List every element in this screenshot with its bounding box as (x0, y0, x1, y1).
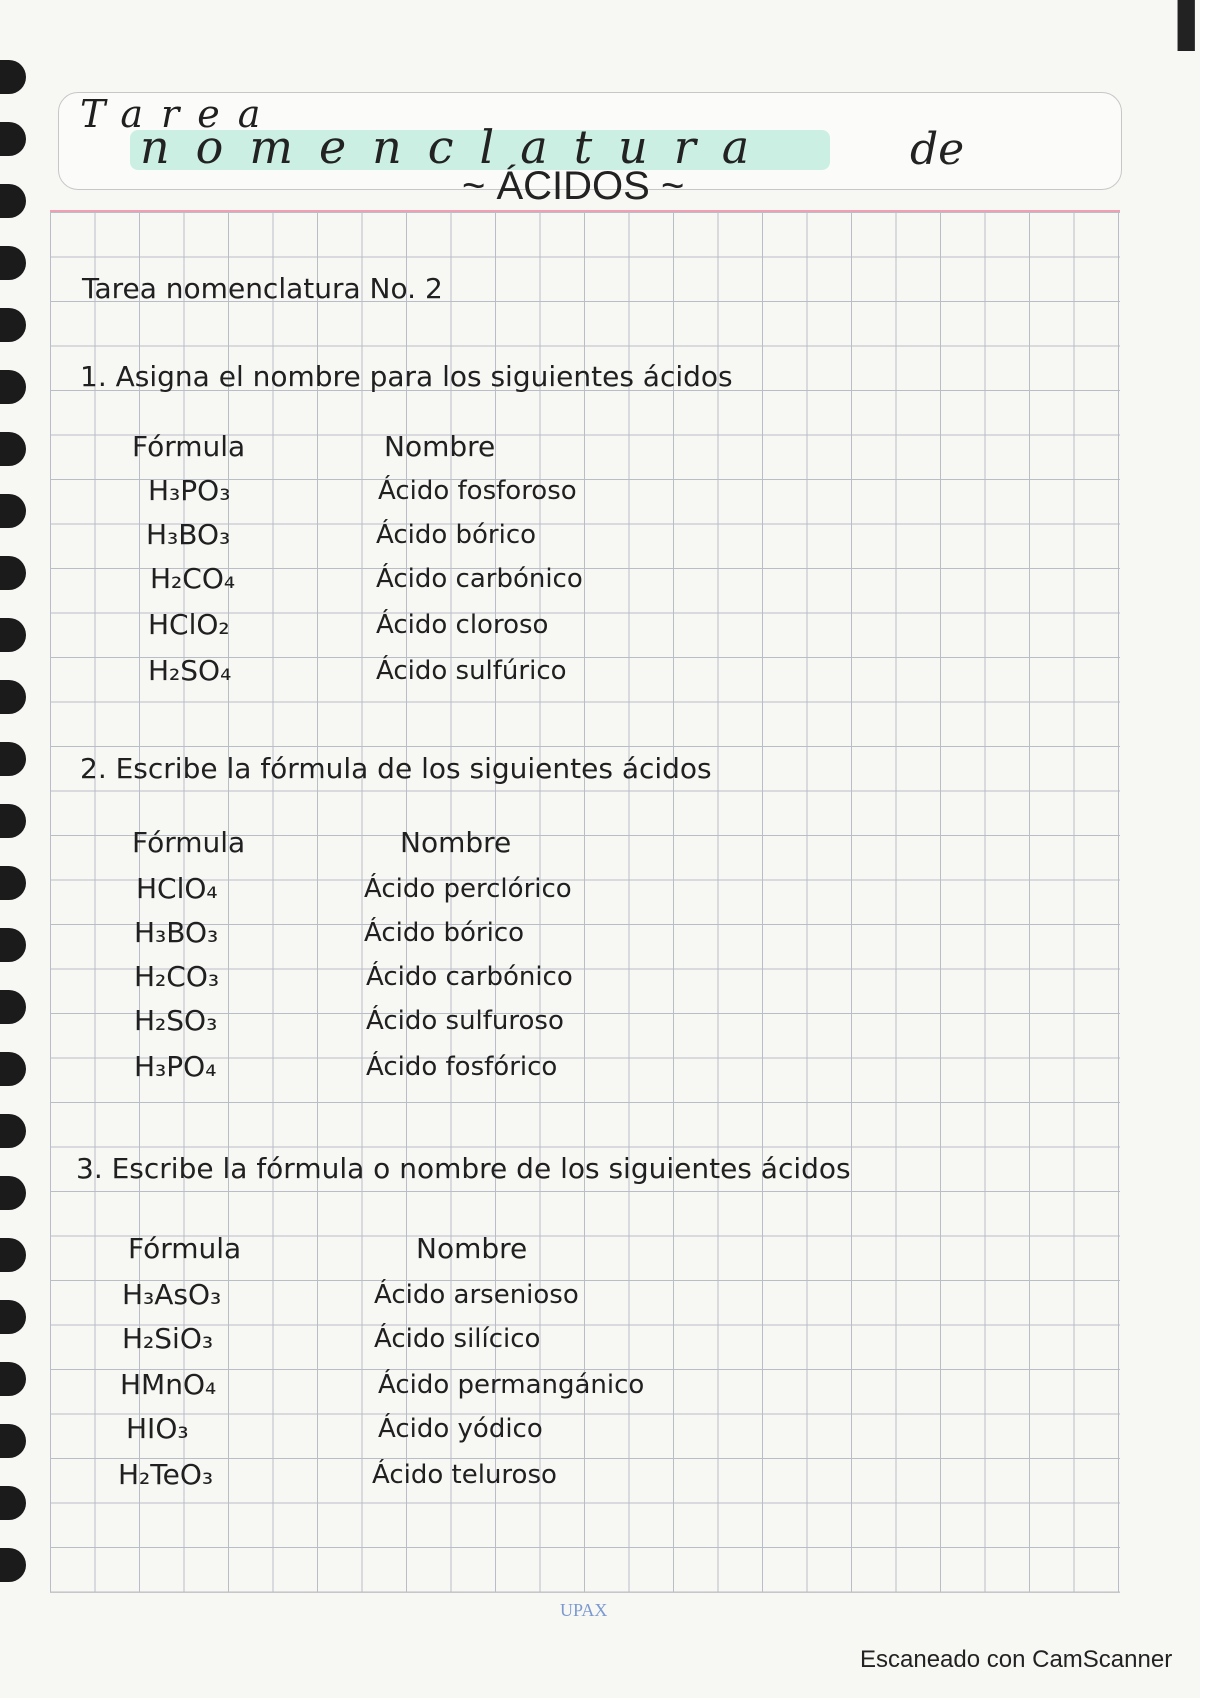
title-acidos: ~ ÁCIDOS ~ (462, 164, 685, 208)
formula-cell: HIO₃ (126, 1412, 189, 1445)
name-cell: Ácido teluroso (372, 1460, 557, 1490)
name-cell: Ácido permangánico (378, 1370, 645, 1400)
name-header: Nombre (416, 1232, 528, 1265)
formula-header: Fórmula (128, 1232, 242, 1265)
name-cell: Ácido yódico (378, 1414, 543, 1444)
title-word-nomenclatura: nomenclatura (140, 120, 776, 174)
formula-cell: H₂CO₃ (134, 960, 220, 993)
title-word-tarea: Tarea (80, 92, 279, 136)
name-cell: Ácido fosfórico (366, 1052, 558, 1082)
formula-cell: H₃BO₃ (134, 916, 219, 949)
formula-header: Fórmula (132, 826, 246, 859)
question-2: 2. Escribe la fórmula de los siguientes ácidos (80, 752, 712, 785)
formula-cell: H₃PO₄ (134, 1050, 217, 1083)
title-word-de: de (910, 124, 965, 175)
name-cell: Ácido bórico (364, 918, 525, 948)
name-header: Nombre (400, 826, 512, 859)
formula-cell: HClO₄ (136, 872, 218, 905)
formula-header: Fórmula (132, 430, 246, 463)
name-cell: Ácido silícico (374, 1324, 541, 1354)
brand-stamp: UPAX (560, 1600, 608, 1620)
formula-cell: H₃AsO₃ (122, 1278, 222, 1311)
formula-cell: H₃BO₃ (146, 518, 231, 551)
formula-cell: HClO₂ (148, 608, 230, 641)
formula-cell: H₃PO₃ (148, 474, 231, 507)
formula-cell: H₂SO₄ (148, 654, 232, 687)
name-cell: Ácido sulfuroso (366, 1006, 564, 1036)
name-cell: Ácido carbónico (366, 962, 573, 992)
formula-cell: H₂CO₄ (150, 562, 236, 595)
name-cell: Ácido arsenioso (374, 1280, 579, 1310)
name-cell: Ácido bórico (376, 520, 537, 550)
name-cell: Ácido perclórico (364, 874, 572, 904)
name-cell: Ácido sulfúrico (376, 656, 567, 686)
name-cell: Ácido carbónico (376, 564, 583, 594)
scanner-watermark: Escaneado con CamScanner (860, 1646, 1173, 1673)
name-header: Nombre (384, 430, 496, 463)
question-1: 1. Asigna el nombre para los siguientes ácidos (80, 360, 733, 393)
question-3: 3. Escribe la fórmula o nombre de los siguientes ácidos (76, 1152, 851, 1185)
name-cell: Ácido cloroso (376, 610, 549, 640)
name-cell: Ácido fosforoso (378, 476, 577, 506)
homework-heading: Tarea nomenclatura No. 2 (82, 272, 443, 305)
formula-cell: H₂SO₃ (134, 1004, 218, 1037)
formula-cell: H₂TeO₃ (118, 1458, 214, 1491)
formula-cell: HMnO₄ (120, 1368, 217, 1401)
spiral-binding (0, 60, 40, 1620)
page-edge-mark: ▌ (1178, 0, 1212, 51)
formula-cell: H₂SiO₃ (122, 1322, 214, 1355)
